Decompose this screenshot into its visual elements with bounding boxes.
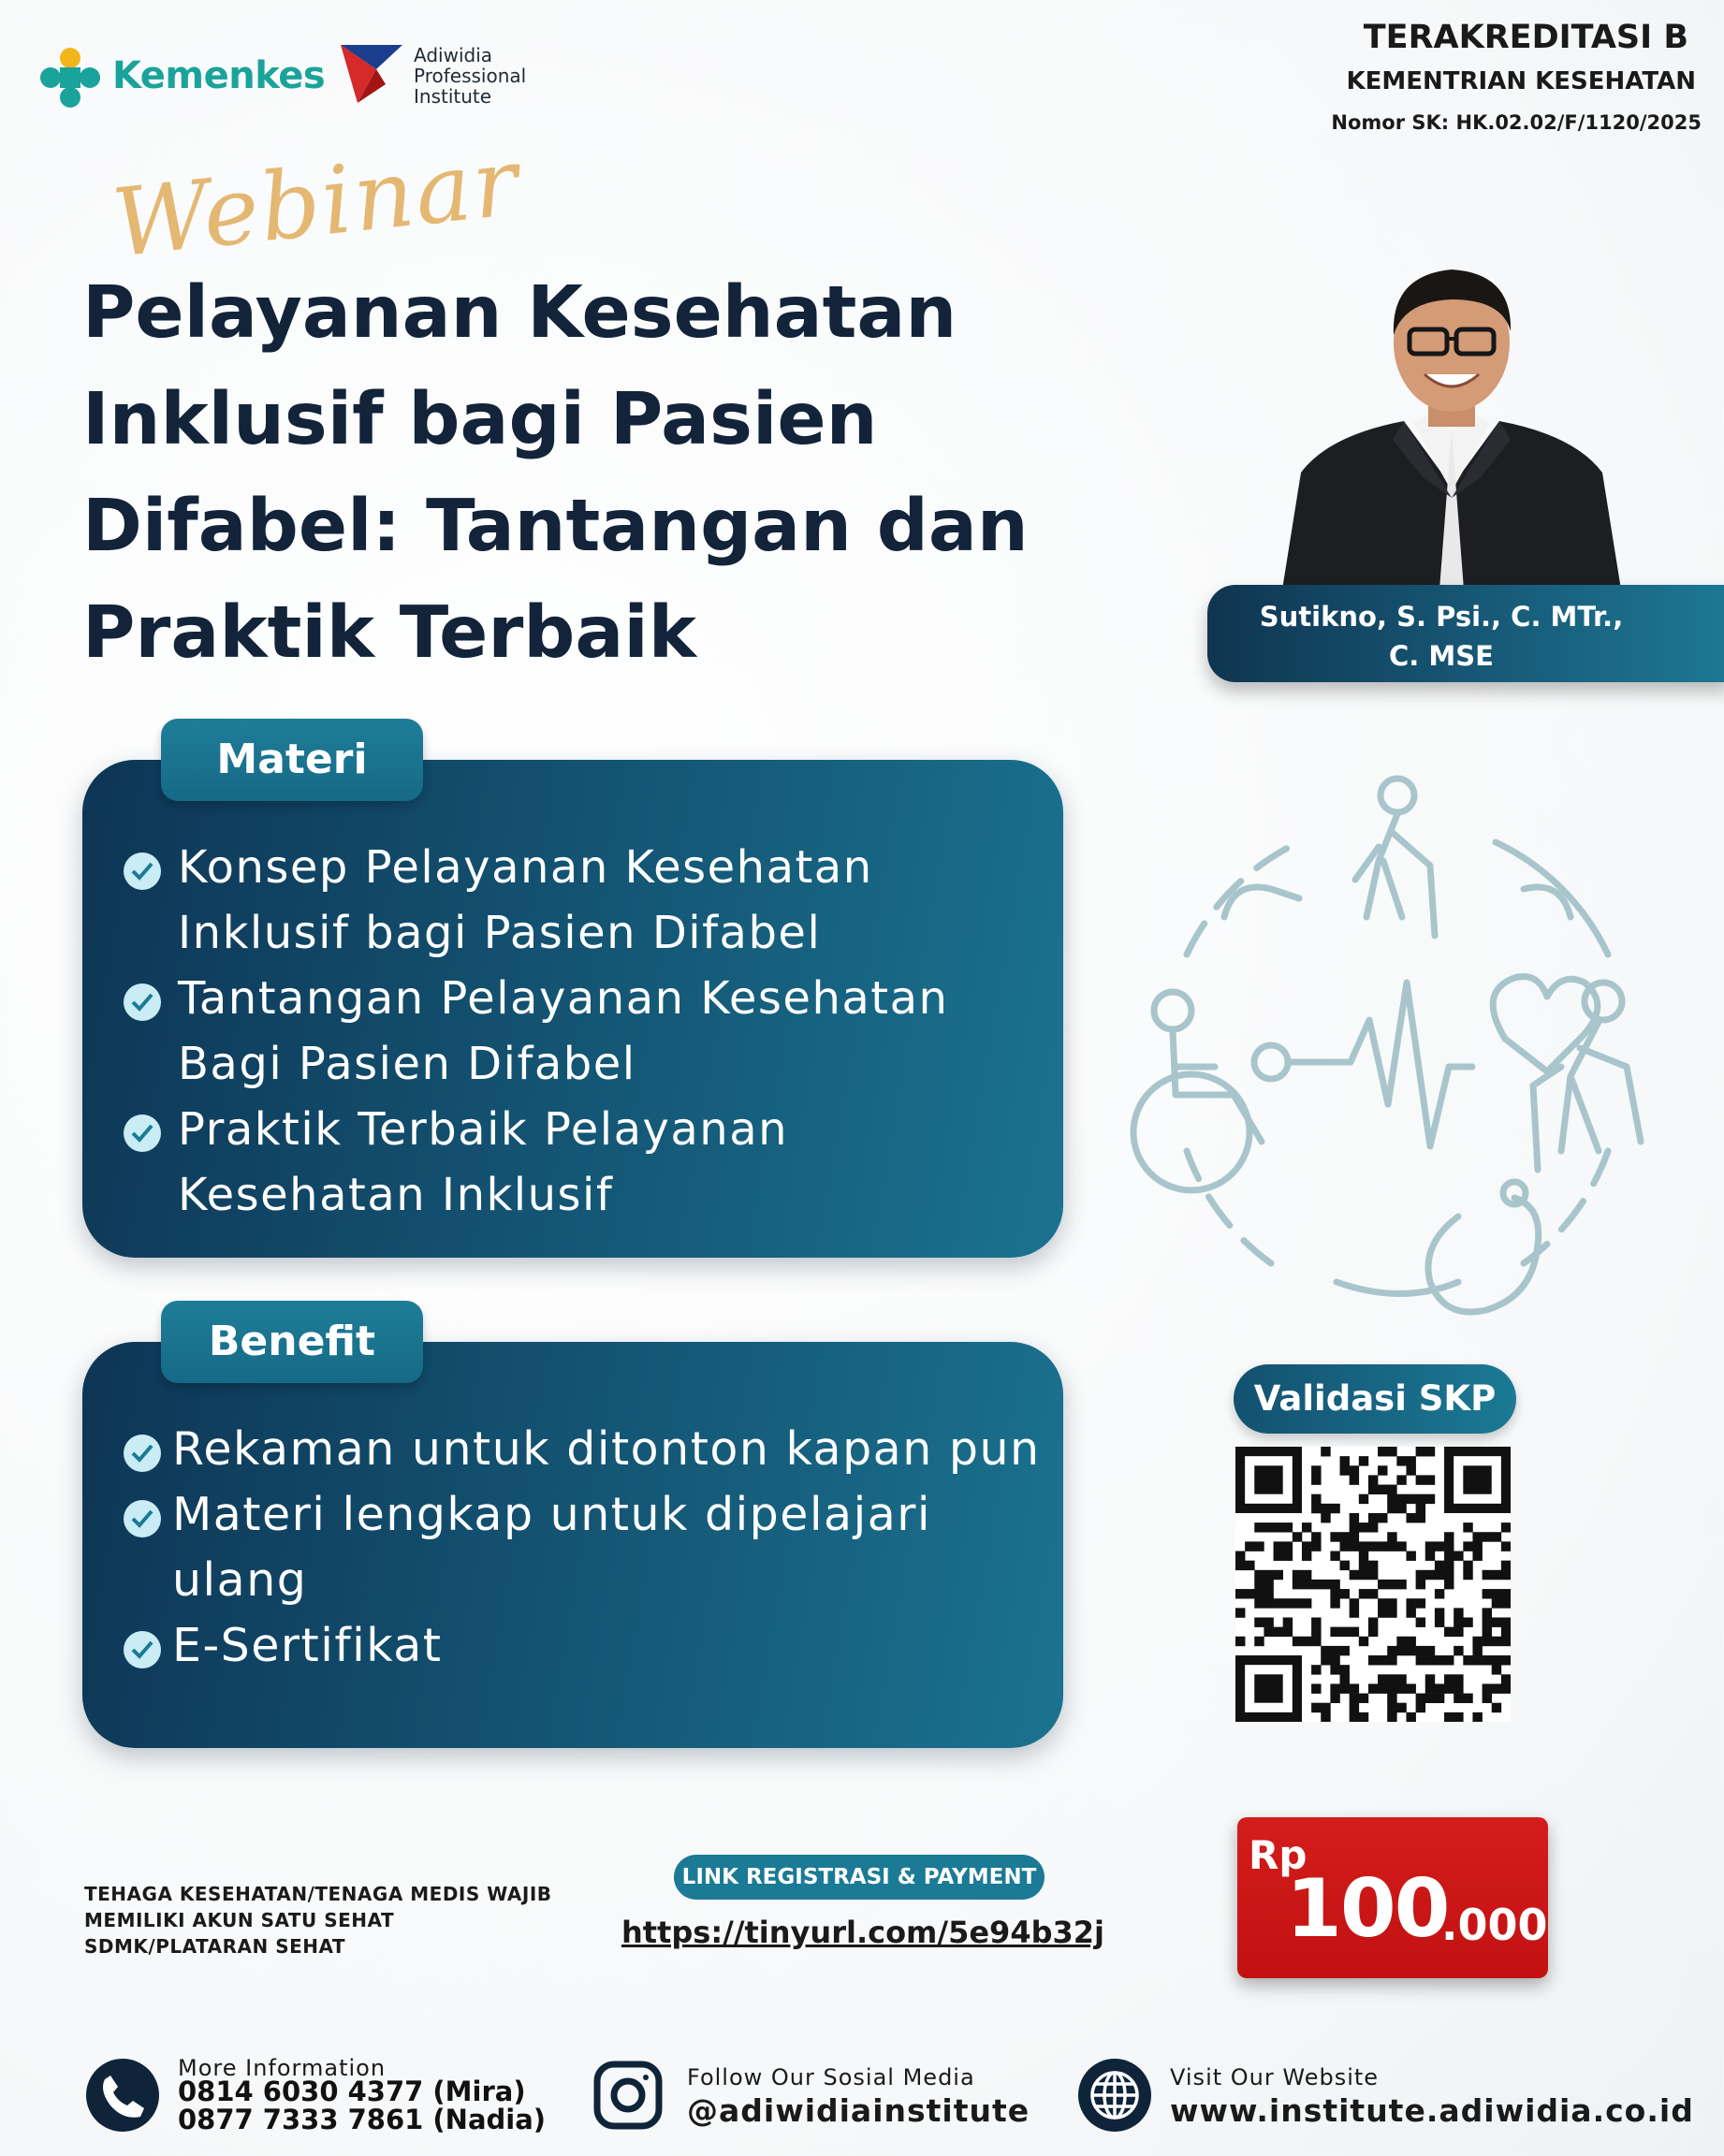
list-item-line: Konsep Pelayanan Kesehatan xyxy=(178,841,873,894)
registration-link[interactable]: https://tinyurl.com/5e94b32j xyxy=(621,1915,1104,1950)
price-amount-tail: .000 xyxy=(1441,1900,1548,1950)
speaker-name-line-2: C. MSE xyxy=(1389,640,1494,672)
registration-label: LINK REGISTRASI & PAYMENT xyxy=(674,1855,1045,1900)
materi-list xyxy=(124,835,1041,1228)
list-item xyxy=(124,1613,1041,1679)
adiwidia-line-3: Institute xyxy=(414,85,492,108)
contact-phone-2[interactable]: 0877 7333 7861 (Nadia) xyxy=(178,2104,547,2135)
accreditation-title: TERAKREDITASI B xyxy=(1363,19,1688,56)
benefit-tab: Benefit xyxy=(161,1301,423,1383)
list-item xyxy=(124,1417,1041,1482)
check-icon xyxy=(124,1631,161,1668)
list-item xyxy=(124,835,1041,966)
title-line-1: Pelayanan Kesehatan xyxy=(82,271,957,355)
page-title xyxy=(82,260,1093,687)
contact-label: More Information xyxy=(178,2055,387,2081)
list-item-line: Praktik Terbaik Pelayanan xyxy=(178,1103,789,1156)
check-icon xyxy=(124,983,161,1021)
instagram-icon[interactable] xyxy=(592,2059,665,2132)
website-url[interactable]: www.institute.adiwidia.co.id xyxy=(1170,2092,1694,2129)
list-item-line: ulang xyxy=(172,1553,308,1607)
social-handle[interactable]: @adiwidiainstitute xyxy=(687,2092,1030,2129)
requirement-notice xyxy=(84,1881,608,1959)
validasi-skp-badge: Validasi SKP xyxy=(1234,1364,1516,1434)
list-item-line: Rekaman untuk ditonton kapan pun xyxy=(172,1422,1041,1476)
title-line-2: Inklusif bagi Pasien xyxy=(82,378,878,461)
benefit-list xyxy=(124,1417,1041,1679)
inclusive-health-illustration xyxy=(1121,758,1673,1329)
list-item-line: Kesehatan Inklusif xyxy=(178,1169,614,1221)
adiwidia-line-2: Professional xyxy=(414,65,527,87)
list-item-line: Inklusif bagi Pasien Difabel xyxy=(178,907,822,959)
speaker-photo xyxy=(1273,253,1630,590)
list-item-line: Bagi Pasien Difabel xyxy=(178,1038,636,1090)
adiwidia-logo-text xyxy=(414,45,526,107)
notice-line-2: MEMILIKI AKUN SATU SEHAT xyxy=(84,1909,395,1931)
notice-line-1: TEHAGA KESEHATAN/TENAGA MEDIS WAJIB xyxy=(84,1883,552,1905)
qr-code[interactable] xyxy=(1235,1447,1511,1722)
price-amount: 100 xyxy=(1286,1862,1449,1956)
check-icon xyxy=(124,852,161,890)
list-item xyxy=(124,1482,1041,1613)
webinar-script-label: Webinar xyxy=(108,126,525,279)
contact-phone-1[interactable]: 0814 6030 4377 (Mira) xyxy=(178,2076,526,2107)
social-label: Follow Our Sosial Media xyxy=(687,2064,975,2090)
list-item xyxy=(124,966,1041,1097)
list-item-line: Tantangan Pelayanan Kesehatan xyxy=(178,972,949,1025)
notice-line-3: SDMK/PLATARAN SEHAT xyxy=(84,1935,346,1958)
title-line-4: Praktik Terbaik xyxy=(82,591,696,675)
speaker-name-line-1: Sutikno, S. Psi., C. MTr., xyxy=(1259,601,1624,633)
title-line-3: Difabel: Tantangan dan xyxy=(82,485,1029,568)
adiwidia-line-1: Adiwidia xyxy=(414,44,493,66)
globe-icon[interactable] xyxy=(1078,2059,1151,2132)
accreditation-sk: Nomor SK: HK.02.02/F/1120/2025 xyxy=(1331,111,1702,134)
website-label: Visit Our Website xyxy=(1170,2064,1380,2090)
kemenkes-logo-icon xyxy=(39,47,101,109)
check-icon xyxy=(124,1114,161,1152)
check-icon xyxy=(124,1500,161,1537)
speaker-name xyxy=(1207,597,1675,676)
adiwidia-logo-icon xyxy=(339,41,404,107)
list-item xyxy=(124,1097,1041,1228)
price-currency: Rp xyxy=(1249,1832,1308,1878)
accreditation-org: KEMENTRIAN KESEHATAN xyxy=(1346,67,1696,95)
list-item-line: Materi lengkap untuk dipelajari xyxy=(172,1488,931,1541)
list-item-line: E-Sertifikat xyxy=(172,1619,443,1672)
check-icon xyxy=(124,1435,161,1472)
kemenkes-logo-text: Kemenkes xyxy=(112,54,326,97)
materi-tab: Materi xyxy=(161,719,423,801)
phone-icon[interactable] xyxy=(86,2059,159,2132)
